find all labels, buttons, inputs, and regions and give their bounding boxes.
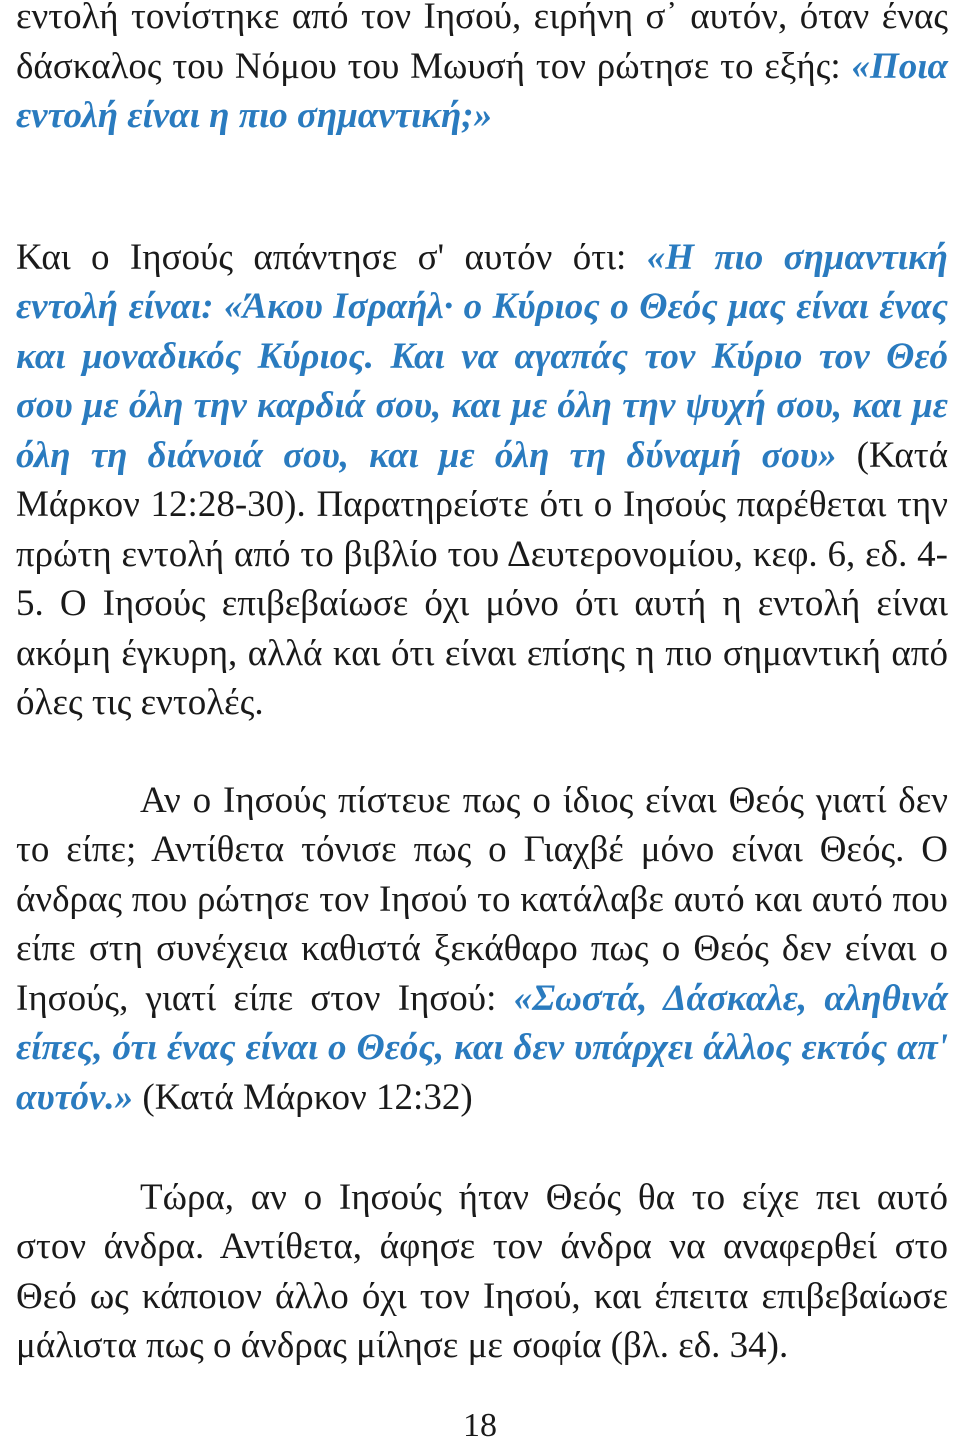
paragraph-2-text-before: Και ο Ιησούς απάντησε σ' αυτόν ότι: [16,236,647,278]
page-number: 18 [463,1407,497,1444]
paragraph-4-text: Τώρα, αν ο Ιησούς ήταν Θεός θα το είχε πει αυτό στον άνδρα. Αντίθετα, άφησε τον άνδρα να αναφερθεί στο Θεό ως κάποιον άλλο όχι τον Ιησού, και έπειτα επιβεβαίωσε μάλιστα πως ο άνδρας μίλησε με σοφία (βλ. εδ. 34). [16,1176,948,1366]
paragraph-2-quote: «Η πιο σημαντική εντολή είναι: «Άκου Ισραήλ· ο Κύριος ο Θεός μας είναι ένας και μοναδικός Κύριος. Και να αγαπάς τον Κύριο τον Θεό σου με όλη την καρδιά σου, και με όλη την ψυχή σου, και με όλη τη διάνοιά σου, και με όλη τη δύναμή σου» [16,236,948,476]
paragraph-2 [16,233,948,728]
paragraph-3-quote: «Σωστά, Δάσκαλε, αληθινά είπες, ότι ένας είναι ο Θεός, και δεν υπάρχει άλλος εκτός απ' αυτόν.» [16,977,948,1118]
paragraph-4 [16,1173,948,1371]
paragraph-3-text-after: (Κατά Μάρκον 12:32) [133,1076,473,1118]
paragraph-3 [16,776,948,1123]
paragraph-1-text: εντολή τονίστηκε από τον Ιησού, ειρήνη σ᾽ αυτόν, όταν ένας δάσκαλος του Νόμου του Μωυσή τον ρώτησε το εξής: [16,0,948,87]
paragraph-1-quote: «Ποια εντολή είναι η πιο σημαντική;» [16,45,948,136]
paragraph-1 [16,0,948,141]
paragraph-3-text-before: Αν ο Ιησούς πίστευε πως ο ίδιος είναι Θεός γιατί δεν το είπε; Αντίθετα τόνισε πως ο Γιαχβέ μόνο είναι Θεός. Ο άνδρας που ρώτησε τον Ιησού το κατάλαβε αυτό και αυτό που είπε στη συνέχεια καθιστά ξεκάθαρο πως ο Θεός δεν είναι ο Ιησούς, γιατί είπε στον Ιησού: [16,779,948,1019]
paragraph-2-text-after: (Κατά Μάρκον 12:28-30). Παρατηρείστε ότι ο Ιησούς παρέθεται την πρώτη εντολή από το βιβλίο του Δευτερονομίου, κεφ. 6, εδ. 4-5. Ο Ιησούς επιβεβαίωσε όχι μόνο ότι αυτή η εντολή είναι ακόμη έγκυρη, αλλά και ότι είναι επίσης η πιο σημαντική από όλες τις εντολές. [16,434,948,723]
